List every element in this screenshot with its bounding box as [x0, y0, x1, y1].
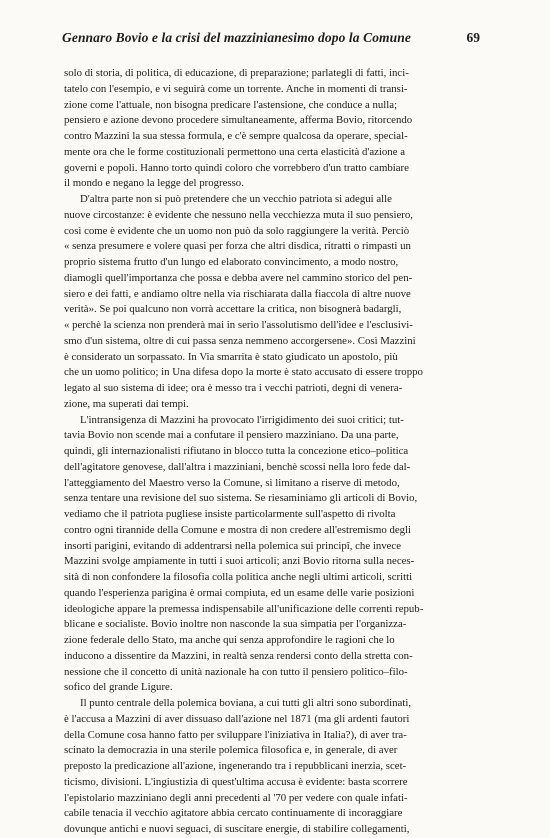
text-line: è l'accusa a Mazzini di aver dissuaso dall'azione nel 1871 (ma gli ardenti fautori: [64, 712, 410, 725]
text-line: « perchè la scienza non prenderà mai in serio l'assolutismo dell'idee e l'esclusivi-: [64, 319, 413, 331]
text-line: sità di non confondere la filosofia colla politica anche negli ultimi articoli, scritti: [64, 571, 413, 583]
paragraph: [64, 66, 481, 192]
text-line: smo d'un sistema, oltre di cui passa senza nemmeno accorgersene». Così Mazzini: [64, 334, 416, 347]
text-line: legato al suo sistema di idee; ora è messo tra i vecchi patrioti, degni di venera-: [64, 382, 403, 394]
text-line: vediamo che il patriota pugliese insiste particolarmente sull'aspetto di rivolta: [64, 508, 396, 520]
text-line: inducono a dissentire da Mazzini, in realtà senza rendersi conto della stretta con-: [64, 649, 413, 662]
text-line: zione, ma superati dai tempi.: [64, 397, 189, 410]
text-line: l'epistolario mazziniano degli anni precedenti al '70 per vedere con quale infati-: [64, 791, 408, 804]
text-line: ideologiche appare la premessa indispensabile all'unificazione delle correnti repub-: [64, 602, 424, 615]
running-head: Gennaro Bovio e la crisi del mazzinianesimo dopo la Comune: [62, 30, 411, 45]
text-line: zione come l'attuale, non bisogna predicare l'astensione, che conduce a nulla;: [64, 98, 398, 111]
text-line: l'atteggiamento del Maestro verso la Comune, si limitano a riserve di metodo,: [64, 476, 400, 489]
text-line: quando l'esperienza parigina è ormai compiuta, ed un esame delle varie posizioni: [64, 586, 415, 599]
text-line: insorti parigini, evitando di addentrarsi nella polemica sui principî, che invece: [64, 539, 401, 552]
paragraph: [64, 696, 481, 838]
paragraph: [64, 413, 481, 697]
text-line: è considerato un sorpassato. In Via smarrita è stato giudicato un apostolo, più: [64, 350, 398, 363]
text-line: così come è evidente che un uomo non può da solo raggiungere la verità. Perciò: [64, 224, 410, 237]
text-line: dovunque antichi e nuovi seguaci, di suscitare energie, di stabilire collegamenti,: [64, 823, 410, 835]
text-line: contro Mazzini la sua stessa formula, e c'è sempre qualcosa da operare, special-: [64, 130, 408, 142]
text-line: siero e dei fatti, e andiamo oltre nella via rischiarata dalla fiaccola di altre nuove: [64, 287, 411, 300]
text-line: D'altra parte non si può pretendere che un vecchio patriota si adegui alle: [80, 193, 392, 205]
text-line: dell'agitatore genovese, dall'altra i mazziniani, benchè scossi nella loro fede dal-: [64, 460, 411, 473]
text-line: quindi, gli internazionalisti rifiutano in blocco tutta la concezione etico–politica: [64, 445, 409, 457]
text-line: nessione che il concetto di unità nazionale ha con tutto il pensiero politico–filo-: [64, 665, 408, 678]
text-line: proprio sistema frutto d'un lungo ed elaborato convincimento, a modo nostro,: [64, 256, 399, 268]
text-line: sofico del grande Ligure.: [64, 681, 173, 694]
text-line: L'intransigenza di Mazzini ha provocato l'irrigidimento dei suoi critici; tut-: [80, 413, 404, 426]
text-line: contro ogni tirannide della Comune e mostra di non credere all'estremismo degli: [64, 523, 412, 536]
text-line: il mondo e negano la legge del progresso.: [64, 177, 244, 190]
body-text: [64, 66, 481, 838]
paragraph: [64, 192, 481, 413]
text-line: pensiero e azione devono procedere simultaneamente, afferma Bovio, ritorcendo: [64, 114, 413, 127]
text-line: cabile tenacia il vecchio agitatore abbia cercato continuamente di incoraggiare: [64, 807, 403, 820]
text-line: scinato la democrazia in una sterile polemica filosofica e, in generale, di aver: [64, 744, 398, 757]
text-line: che un uomo politico; in Una difesa dopo la morte è stato accusato di essere troppo: [64, 366, 423, 379]
text-line: governi e popoli. Hanno torto quindi coloro che vorrebbero d'un tratto cambiare: [64, 161, 409, 174]
text-line: Mazzini svolge ampiamente in tutti i suoi articoli; anzi Bovio ritorna sulla neces-: [64, 555, 415, 568]
text-line: nuove circostanze: è evidente che nessuno nella vecchiezza muta il suo pensiero,: [64, 208, 413, 221]
text-line: ticismo, divisioni. L'ingiustizia di quest'ultima accusa è evidente: basta scorrere: [64, 775, 408, 788]
text-line: della Comune cosa hanno fatto per sviluppare l'iniziativa in Italia?), di aver tra-: [64, 728, 407, 741]
text-line: verità». Se poi qualcuno non vorrà accettare la critica, non bisognerà badargli,: [64, 303, 402, 316]
text-line: senza tentare una revisione del suo sistema. Se riesaminiamo gli articoli di Bovio,: [64, 492, 418, 505]
page-header: [62, 30, 480, 46]
text-line: preposto la predicazione all'azione, ingenerando tra i repubblicani inerzia, scet-: [64, 760, 407, 772]
text-line: zione federale dello Stato, ma anche qui senza approfondire le ragioni che lo: [64, 634, 395, 646]
text-line: tavia Bovio non scende mai a confutare il pensiero mazziniano. Da una parte,: [64, 429, 399, 442]
text-line: diamogli quell'importanza che possa e debba avere nel cammino storico del pen-: [64, 271, 413, 284]
text-line: blicane e socialiste. Bovio inoltre non nasconde la sua simpatia per l'organizza-: [64, 618, 407, 631]
text-line: Il punto centrale della polemica boviana, a cui tutti gli altri sono subordinati,: [80, 697, 412, 709]
page-number: 69: [466, 30, 480, 45]
text-line: tatelo con l'esempio, e vi seguirà come un torrente. Anche in momenti di transi-: [64, 82, 408, 95]
text-line: mente ora che le forme costituzionali permettono una certa elasticità d'azione a: [64, 145, 405, 158]
text-line: « senza presumere e volere quasi per forza che altri disdica, ritratti o rimpasti un: [64, 240, 411, 253]
text-line: solo di storia, di politica, di educazione, di preparazione; parlategli di fatti, inci-: [64, 67, 409, 79]
